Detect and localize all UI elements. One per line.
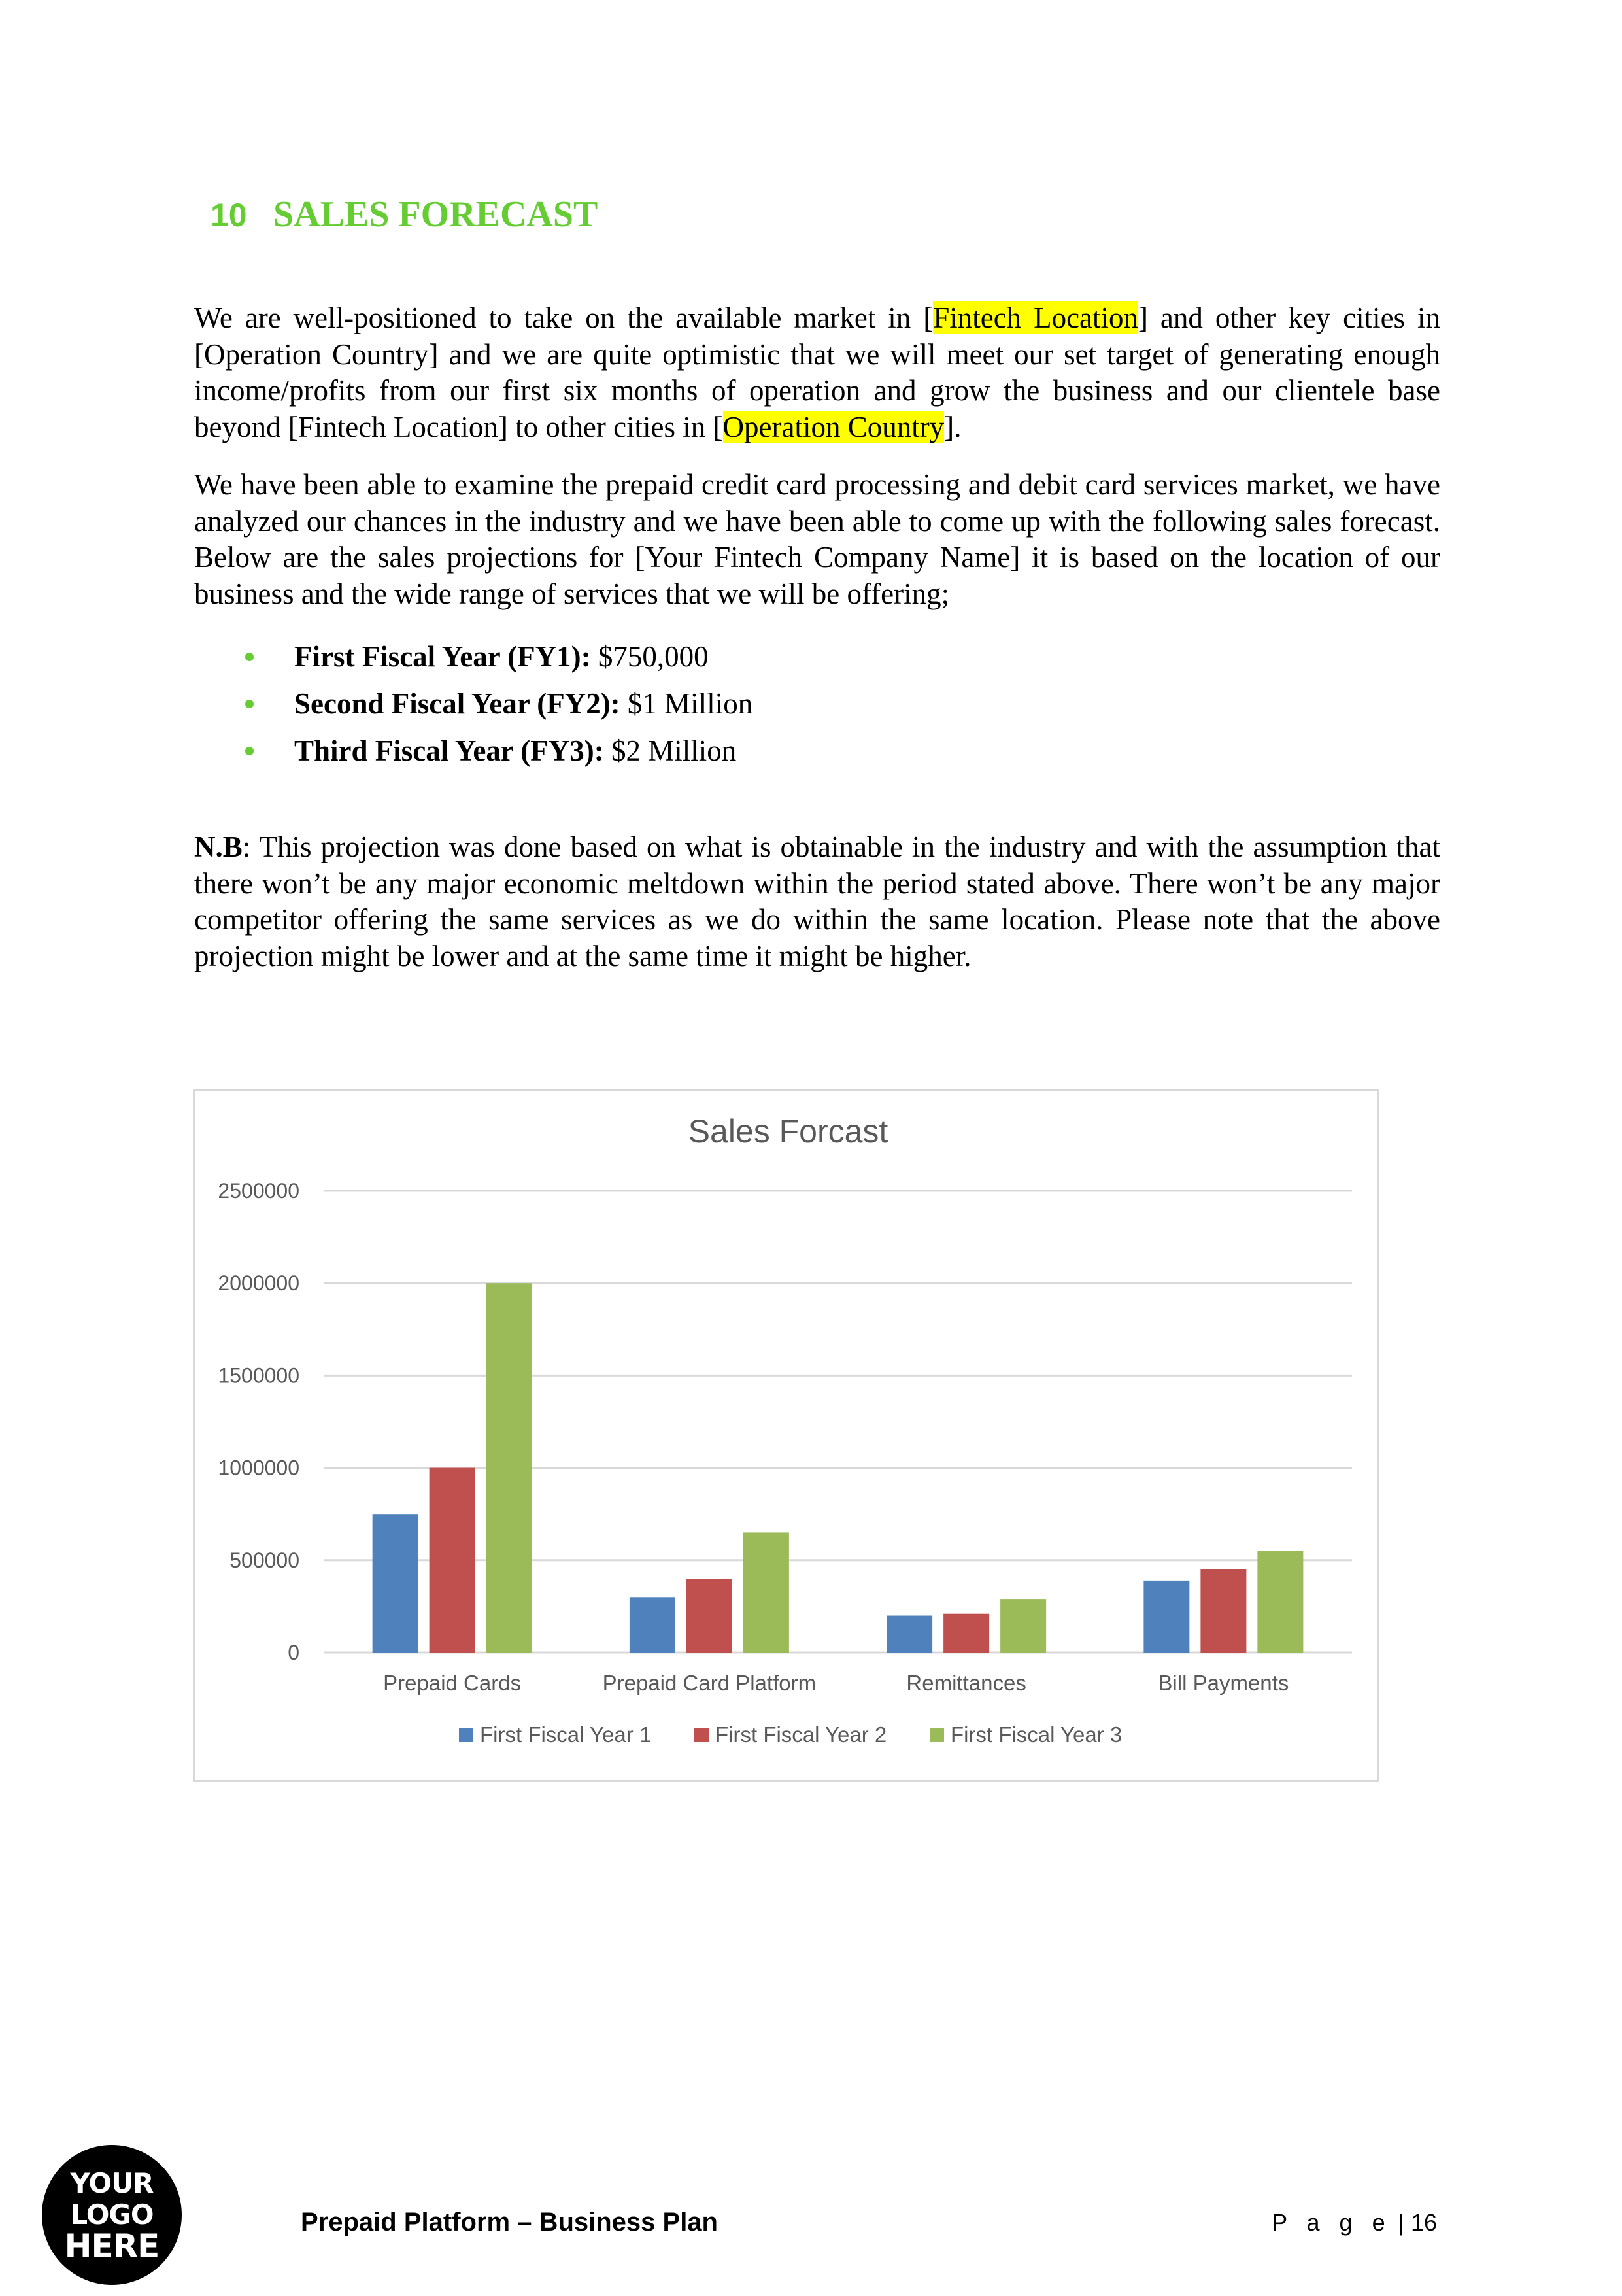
sales-forecast-chart [193,1089,1379,1782]
y-tick-label: 1000000 [218,1456,299,1480]
list-item [194,727,1436,774]
page-separator: | [1391,2209,1411,2236]
bullet-icon [245,747,254,755]
section-number: 10 [211,197,247,233]
bar [943,1614,989,1653]
list-item-label: Second Fiscal Year (FY2): [294,687,620,720]
bar [1000,1599,1046,1653]
legend-swatch [930,1728,944,1742]
highlight-fintech-location: Fintech Location [933,301,1139,334]
company-logo [42,2145,182,2285]
list-item [194,633,1436,680]
footer-document-title: Prepaid Platform – Business Plan [301,2208,718,2236]
paragraph-note [194,829,1440,974]
y-tick-label: 2500000 [218,1179,299,1203]
bar [1257,1551,1303,1653]
x-tick-label: Bill Payments [1158,1671,1289,1695]
paragraph-forecast-intro: We have been able to examine the prepaid credit card processing and debit card services market, we have analyzed our chances in the industry and we have been able to come up with the following sales forecast. Below are the sales projections for [Your Fintech Company Name] it is based on the location of our business and the wide range of services that we will be offering; [194,468,1440,610]
y-tick-label: 1500000 [218,1363,299,1388]
note-text: : This projection was done based on what is obtainable in the industry and with the assumption that there won’t be any major economic meltdown within the period stated above. There won’t be any major competitor offering the same services as we do within the same location. Please note that the above projection might be lower and at the same time it might be higher. [194,831,1440,972]
logo-text: HERE [64,2227,160,2265]
highlight-operation-country: Operation Country [722,410,945,443]
section-title: SALES FORECAST [273,194,598,235]
legend-label: First Fiscal Year 2 [715,1722,887,1747]
x-tick-label: Remittances [906,1671,1026,1695]
legend-swatch [694,1728,709,1742]
note-label: N.B [194,831,243,863]
bullet-icon [245,653,254,661]
bar [1143,1581,1189,1653]
bar [1200,1569,1246,1653]
list-item [194,680,1436,727]
paragraph-market [194,300,1440,445]
logo-text: YOUR [70,2167,154,2199]
bar [743,1532,789,1653]
logo-text: LOGO [70,2199,154,2231]
paragraph-text: We are well-positioned to take on the available market in [ [194,301,934,334]
bar [686,1579,732,1653]
page-number: 16 [1410,2209,1437,2236]
legend-label: First Fiscal Year 1 [480,1722,652,1747]
list-item-value: $750,000 [590,640,709,673]
projection-list [194,633,1436,774]
section-heading [211,194,598,246]
bar [887,1616,932,1653]
list-item-label: Third Fiscal Year (FY3): [294,734,604,767]
legend-swatch [459,1728,473,1742]
page-label: P a g e [1272,2209,1392,2236]
chart-title: Sales Forcast [688,1113,888,1150]
x-tick-label: Prepaid Cards [383,1671,522,1695]
y-tick-label: 2000000 [218,1271,299,1295]
bar [486,1283,532,1653]
y-tick-label: 500000 [229,1548,299,1572]
y-tick-label: 0 [288,1641,299,1664]
bar [373,1514,418,1653]
paragraph-text: ] and other key cities in [Operation Country] and we are quite optimistic that we will meet our set target of generating enough income/profits from our first six months of operation and grow the business and our clientele base beyond [Fintech Location] to other cities in [ [194,301,1440,443]
chart-plot [195,1091,1381,1784]
list-item-value: $2 Million [603,734,737,767]
footer-page-number [1272,2209,1437,2236]
legend-label: First Fiscal Year 3 [951,1722,1123,1747]
list-item-label: First Fiscal Year (FY1): [294,640,591,673]
x-tick-label: Prepaid Card Platform [602,1671,817,1695]
bullet-icon [245,700,254,708]
bar [630,1597,675,1653]
bar [430,1468,475,1653]
list-item-value: $1 Million [620,687,753,720]
paragraph-text: ]. [944,410,962,443]
